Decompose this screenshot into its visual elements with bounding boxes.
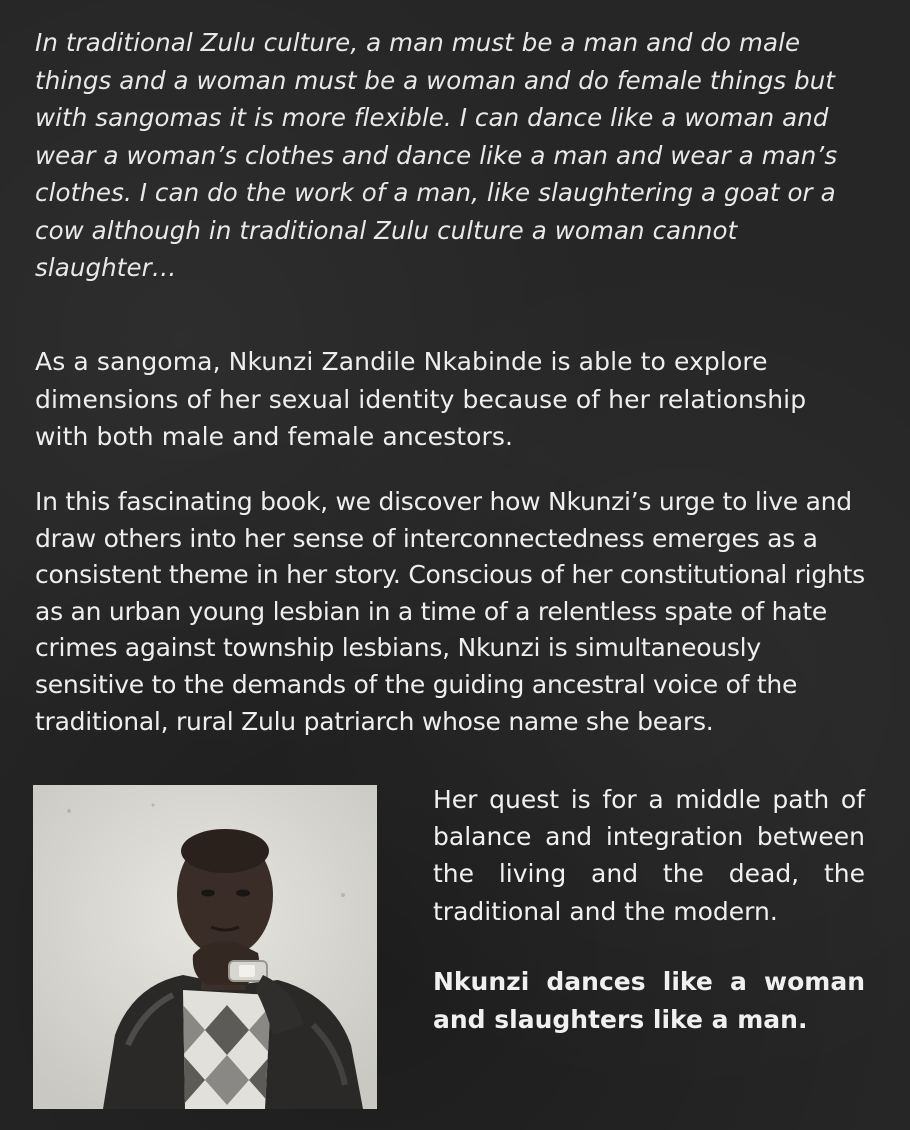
description-paragraph: In this fascinating book, we discover how Nkunzi’s urge to live and draw others into her sense of interconnectedness emerges as a consistent theme in her story. Conscious of her constitutional rights as an urban young lesbian in a time of a relentless spate of hate crimes against township lesbians, Nkunzi is simultaneously sensitive to the demands of the guiding ancestral voice of the traditional, rural Zulu patriarch whose name she bears.: [35, 487, 865, 736]
opening-quote: In traditional Zulu culture, a man must be a man and do male things and a woman must be a woman and do female things but with sangomas it is more flexible. I can dance like a woman and wear a woman’s clothes and dance like a man and wear a man’s clothes. I can do the work of a man, like slaughtering a goat or a cow although in traditional Zulu culture a woman cannot slaughter…: [35, 28, 838, 282]
intro-paragraph: As a sangoma, Nkunzi Zandile Nkabinde is able to explore dimensions of her sexual identity because of her relationship with both male and female ancestors.: [35, 347, 807, 451]
author-photo: [33, 785, 377, 1109]
tagline: Nkunzi dances like a woman and slaughters like a man.: [433, 967, 865, 1034]
quest-paragraph: Her quest is for a middle path of balance and integration between the living and the dead, the traditional and the modern.: [433, 785, 865, 926]
